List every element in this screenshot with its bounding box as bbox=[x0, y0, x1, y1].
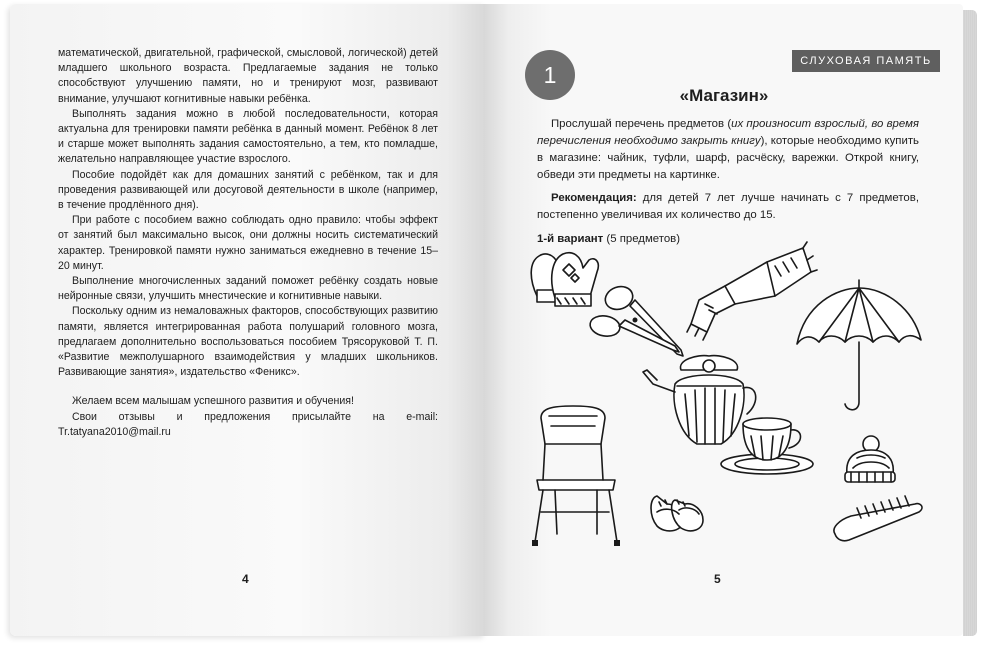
paragraph: Пособие подойдёт как для домашних занятий с ребёнком, так и для проведения развивающей или досуговой деятельности в школе (например, в течение продлённого дня). bbox=[58, 168, 438, 212]
paragraph: математической, двигательной, графической, смысловой, логической) детей младшего школьного возраста. Предлагаемые задания не только способствуют улучшению памяти, но и тренируют мозг, развивают внимание, улучшают когнитивные навыки ребёнка. bbox=[58, 47, 438, 105]
teacup-icon bbox=[721, 418, 813, 474]
shoes-icon bbox=[651, 496, 703, 531]
hat-icon bbox=[845, 436, 895, 482]
page-edges bbox=[963, 10, 977, 636]
paragraph: Поскольку одним из немаловажных факторов, способствующих развитию памяти, является интегрированная работа полушарий головного мозга, предлагаем дополнительно воспользоваться пособием Трясоруковой Т. П. «Развитие межполушарного взаимодействия у младших школьников. Развивающие занятия», издательство «Феникс». bbox=[58, 305, 438, 379]
paragraph: Выполнять задания можно в любой последовательности, которая актуальна для тренировки памяти ребёнка в данный момент. Ребёнок 8 лет и старше может выполнять задания самостоятельно, а тем, кто помладше, желательно направляющее участие взрослого. bbox=[58, 107, 438, 166]
paragraph: При работе с пособием важно соблюдать одно правило: чтобы эффект от занятий был максимально высок, они должны носить систематический характер. Тренировкой памяти нужно заниматься ежедневно в течение 15–20 минут. bbox=[58, 214, 438, 272]
teapot-icon bbox=[643, 356, 756, 444]
comb-icon bbox=[834, 496, 922, 541]
contact-line: Свои отзывы и предложения присылайте на e-mail: Tr.tatyana2010@mail.ru bbox=[58, 410, 438, 438]
variant-label: 1-й вариант bbox=[537, 233, 604, 245]
page-number: 5 bbox=[714, 572, 721, 586]
instruction bbox=[537, 116, 919, 184]
paragraph: Выполнение многочисленных заданий поможет ребёнку создать новые нейронные связи, улучшить мнестические и когнитивные навыки. bbox=[58, 275, 438, 303]
umbrella-icon bbox=[797, 280, 921, 410]
section-banner: СЛУХОВАЯ ПАМЯТЬ bbox=[792, 50, 940, 72]
scissors-icon bbox=[588, 283, 683, 356]
exercise-title: «Магазин» bbox=[679, 86, 769, 105]
instruction-start: Прослушай перечень предметов ( bbox=[551, 118, 732, 130]
right-page bbox=[485, 4, 963, 636]
exercise-text bbox=[537, 116, 919, 248]
closing-line: Желаем всем малышам успешного развития и обучения! bbox=[72, 395, 354, 408]
variant-count: (5 предметов) bbox=[603, 233, 680, 245]
recommendation bbox=[537, 190, 919, 224]
instruction-italic: их произносит взрослый, во время перечисления необходимо закрыть книгу bbox=[537, 118, 919, 147]
scarf-icon bbox=[687, 242, 817, 340]
exercise-number-badge: 1 bbox=[525, 50, 575, 100]
left-page-text bbox=[58, 46, 438, 440]
recommendation-label: Рекомендация: bbox=[551, 192, 637, 204]
open-book bbox=[10, 4, 978, 644]
recommendation-text: для детей 7 лет лучше начинать с 7 предметов, постепенно увеличивая их количество до 15. bbox=[537, 192, 919, 221]
chair-icon bbox=[532, 406, 620, 546]
variant-line bbox=[537, 231, 919, 248]
page-number: 4 bbox=[242, 572, 249, 586]
mittens-icon bbox=[531, 253, 598, 306]
instruction-end: ), которые необходимо купить в магазине: чайник, туфли, шарф, расчёску, варежки. Открой книгу, обведи эти предметы на картинке. bbox=[537, 135, 919, 181]
left-page bbox=[10, 4, 485, 636]
